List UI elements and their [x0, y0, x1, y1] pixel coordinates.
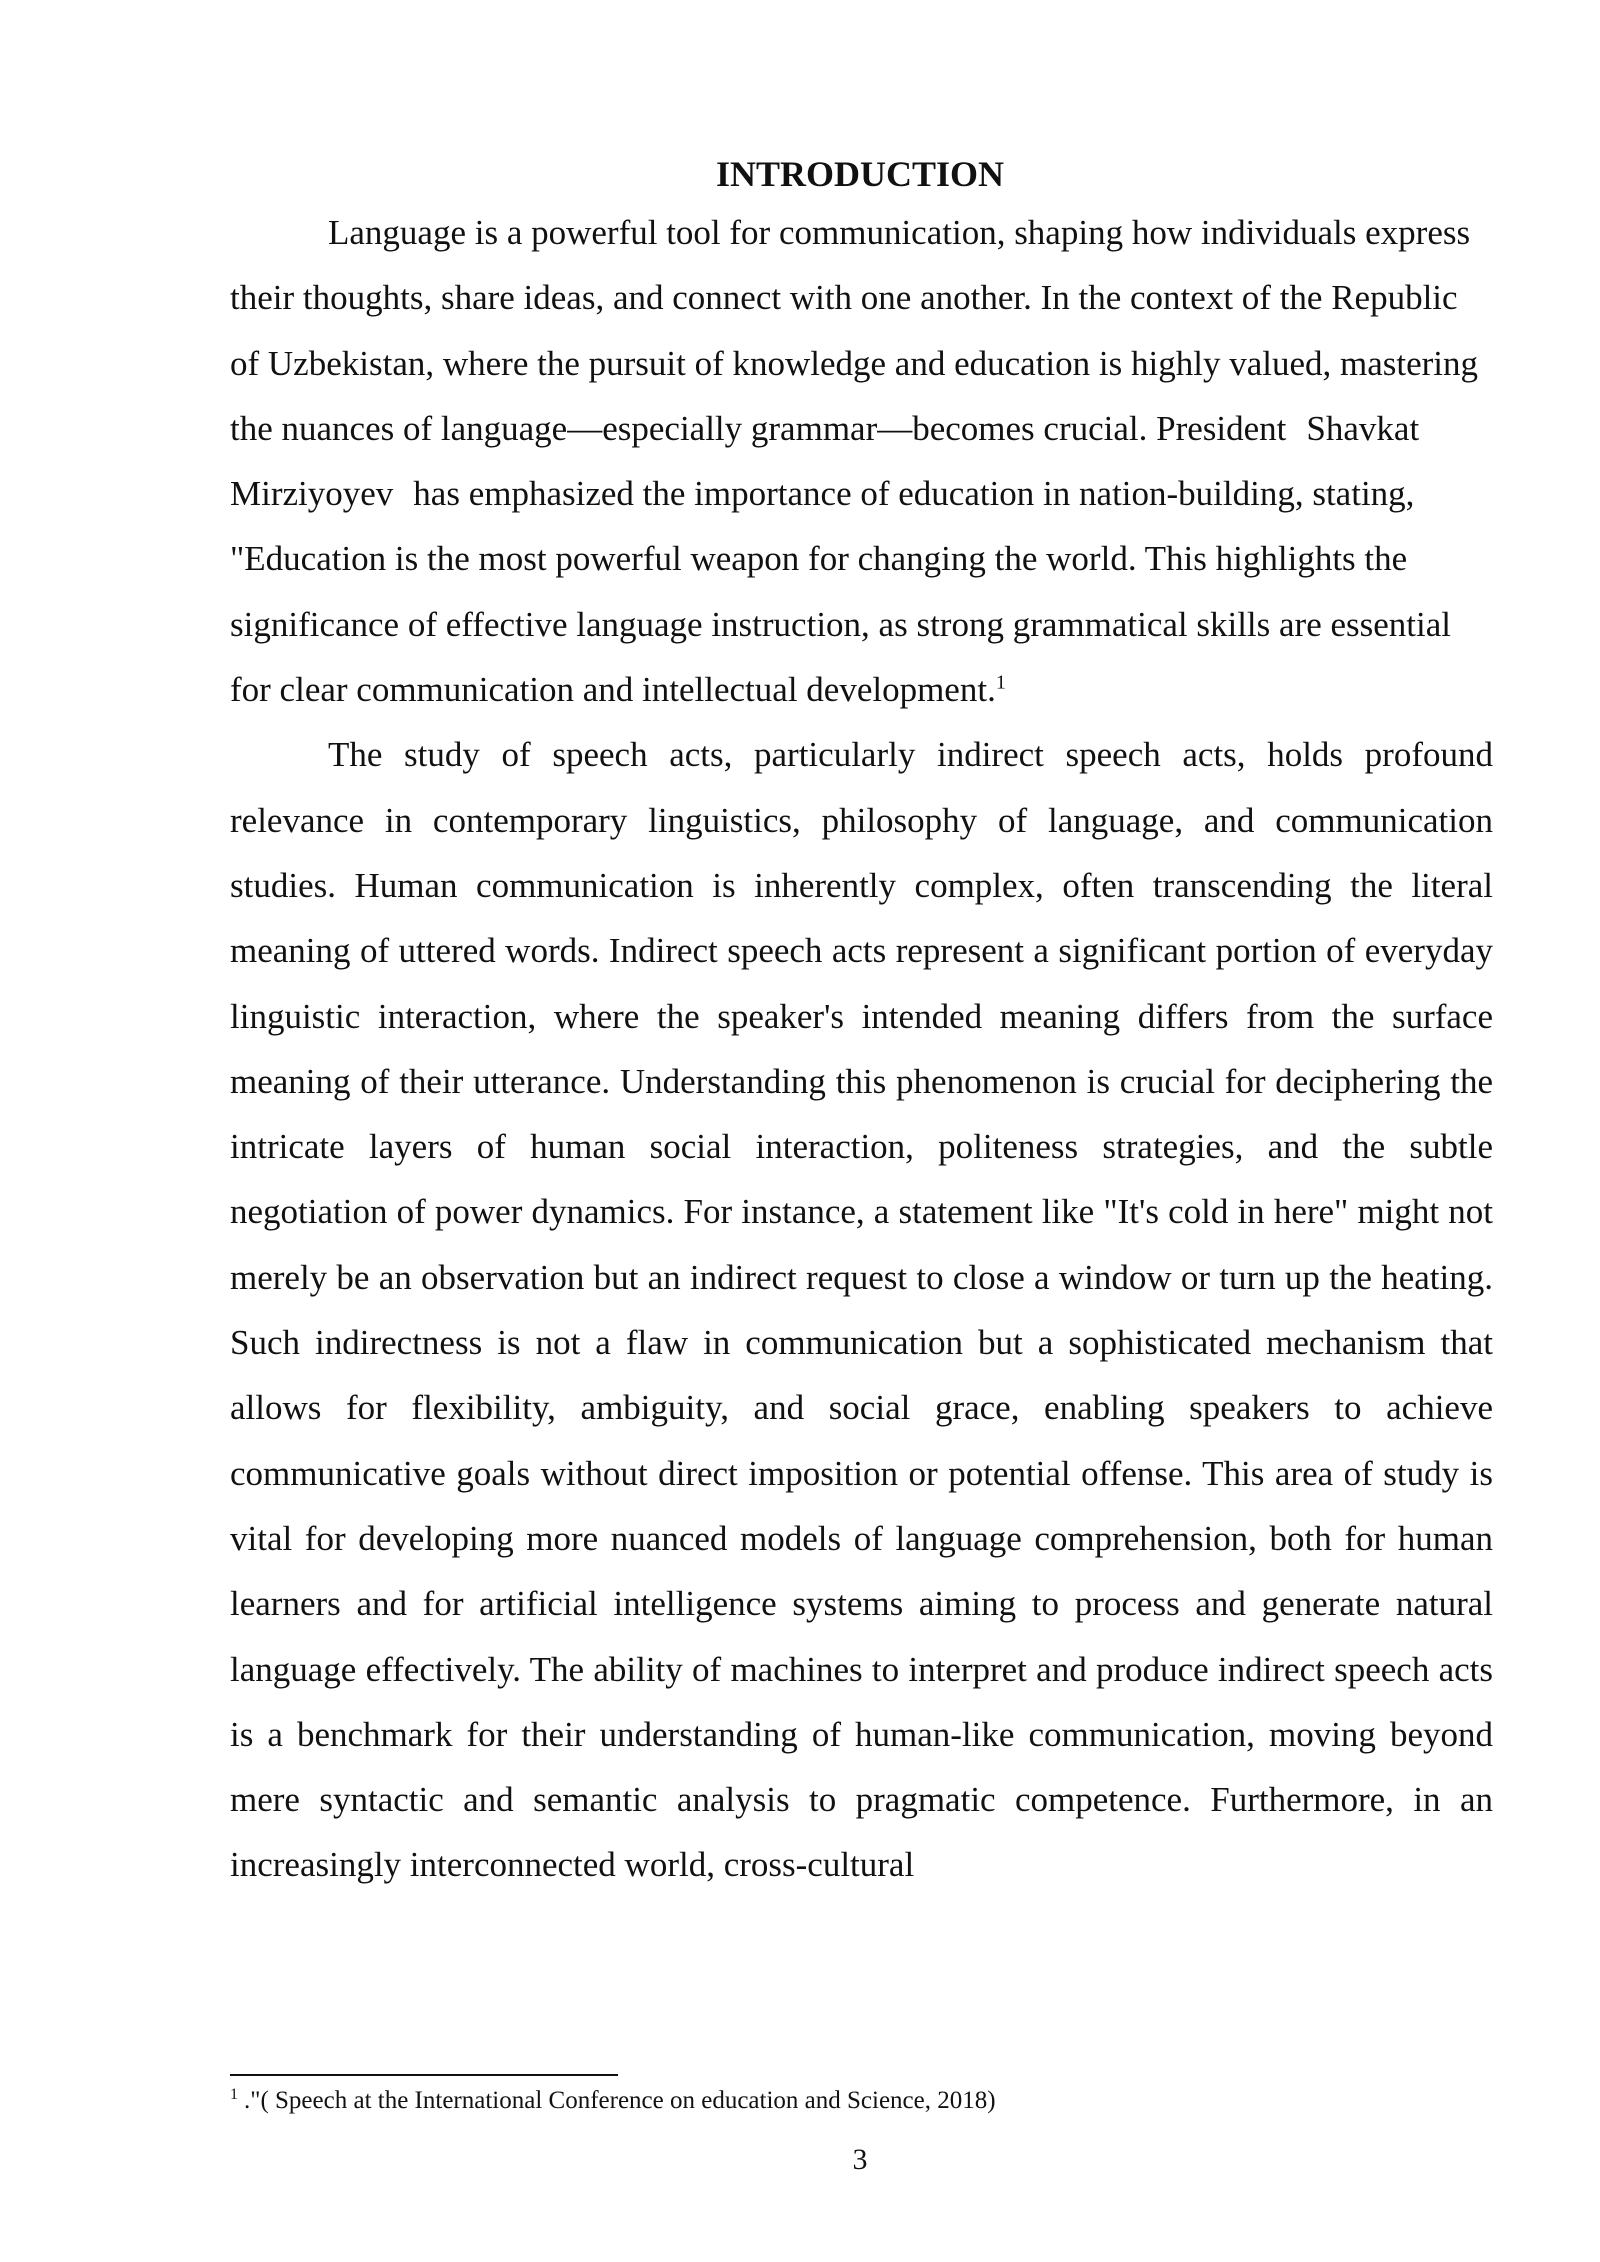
page-title: INTRODUCTION: [715, 154, 1005, 194]
footnote-number: 1: [230, 2085, 238, 2103]
body-text: [230, 200, 1493, 1898]
footnote: [230, 2084, 1493, 2118]
footnote-reference[interactable]: 1: [995, 671, 1006, 694]
footnote-separator: [230, 2074, 618, 2076]
paragraph-intro-text-2: has emphasized the importance of education in nation-building, stating, "Education is the most powerful weapon for changing the world. This highlights the significance of effective language instruction, as strong grammatical skills are essential for clear communication and intellectual development.: [230, 474, 1452, 710]
paragraph-speech-acts: The study of speech acts, particularly indirect speech acts, holds profound relevance in contemporary linguistics, philosophy of language, and communication studies. Human communication is inherently complex, often transcending the literal meaning of uttered words. Indirect speech acts represent a significant portion of everyday linguistic interaction, where the speaker's intended meaning differs from the surface meaning of their utterance. Understanding this phenomenon is crucial for deciphering the intricate layers of human social interaction, politeness strategies, and the subtle negotiation of power dynamics. For instance, a statement like "It's cold in here" might not merely be an observation but an indirect request to close a window or turn up the heating. Such indirectness is not a flaw in communication but a sophisticated mechanism that allows for flexibility, ambiguity, and social grace, enabling speakers to achieve communicative goals without direct imposition or potential offense. This area of study is vital for developing more nuanced models of language comprehension, both for human learners and for artificial intelligence systems aiming to process and generate natural language effectively. The ability of machines to interpret and produce indirect speech acts is a benchmark for their understanding of human-like communication, moving beyond mere syntactic and semantic analysis to pragmatic competence. Furthermore, in an increasingly interconnected world, cross-cultural: [230, 735, 1493, 1885]
paragraph-intro-text-1: Language is a powerful tool for communication, shaping how individuals express their thoughts, share ideas, and connect with one another. In the context of the Republic of Uzbekistan, where the pursuit of knowledge and education is highly valued, mastering the nuances of language—especially grammar—becomes crucial. President: [230, 213, 1479, 448]
president-last-name: Mirziyoyev: [230, 474, 394, 514]
footnote-text: ."( Speech at the International Conference on education and Science, 2018): [244, 2087, 996, 2114]
page-number: 3: [852, 2143, 868, 2176]
paragraph-intro: [230, 200, 1493, 722]
president-first-name: Shavkat: [1306, 408, 1420, 448]
